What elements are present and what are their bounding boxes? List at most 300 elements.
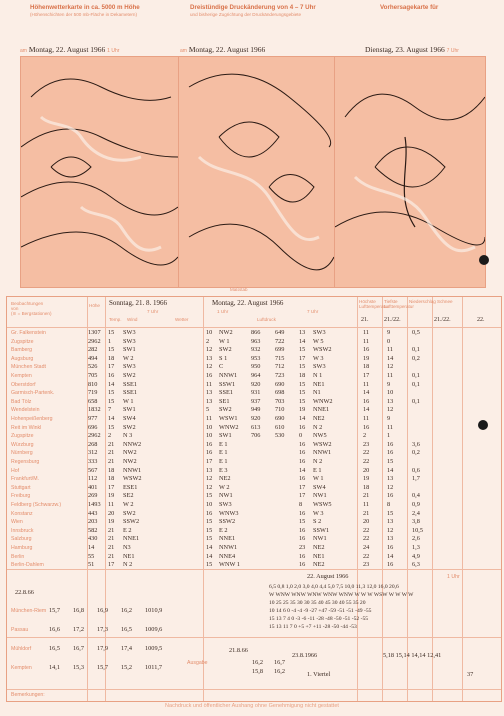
row-cell-p2: 690 — [275, 380, 285, 388]
station-name: Kempten — [11, 373, 32, 379]
row-cell-p1: 963 — [251, 337, 261, 345]
row-cell-w3: NNE1 — [313, 406, 330, 414]
row-cell-t: 15 — [108, 389, 115, 397]
station-name: Garmisch-Partenk. — [11, 390, 55, 397]
station-name: Berlin-Dahlem — [11, 562, 44, 569]
row-cell-t2: 10 — [206, 423, 213, 431]
row-cell-w3: WNW2 — [313, 397, 333, 405]
local-station-value: 1010,9 — [145, 607, 163, 614]
row-cell-w3: WSW2 — [313, 346, 332, 354]
row-cell-w2: WNW2 — [219, 423, 239, 431]
row-cell-w: ESE1 — [123, 483, 138, 491]
sun-date: 21.8.66 — [229, 647, 248, 654]
row-cell-w2: SE1 — [219, 397, 230, 405]
station-name: Wien — [11, 519, 23, 526]
row-cell-h: 2962 — [88, 432, 101, 440]
station-name: Reit im Winkl — [11, 424, 42, 431]
row-cell-t3: 16 — [299, 423, 306, 431]
moon-date: 23.8.1966 — [292, 652, 318, 659]
row-cell-w3: NE1 — [313, 552, 325, 560]
row-cell-hx: 22 — [363, 526, 370, 534]
row-cell-lx: 14 — [387, 354, 394, 362]
row-cell-lx: 12 — [387, 483, 394, 491]
row-cell-lx: 11 — [387, 423, 394, 431]
row-cell-w2: S 1 — [219, 354, 228, 362]
row-cell-h: 282 — [88, 346, 98, 354]
row-cell-w2: C — [219, 363, 224, 371]
row-cell-hx: 19 — [363, 354, 370, 362]
row-cell-h: 1307 — [88, 329, 101, 336]
row-cell-w2: E 3 — [219, 466, 228, 474]
row-cell-p1: 964 — [251, 372, 261, 379]
upper-air-map-graphic — [21, 57, 178, 287]
row-cell-t3: 8 — [299, 501, 303, 508]
row-cell-t3: 0 — [299, 432, 303, 440]
row-cell-hx: 22 — [363, 449, 370, 457]
row-cell-w3: W 1 — [313, 475, 324, 483]
row-cell-lx: 12 — [387, 526, 394, 534]
row-cell-hx: 24 — [363, 544, 370, 551]
row-cell-t3: 16 — [299, 509, 306, 517]
local-station-value: 15,7 — [97, 664, 109, 671]
row-cell-t2: 13 — [206, 389, 213, 397]
row-cell-t2: 13 — [206, 397, 213, 405]
row-cell-p1: 613 — [251, 423, 261, 431]
row-cell-p1: 953 — [251, 354, 261, 362]
row-cell-w2: E 1 — [219, 458, 228, 465]
local-station-value: 16,7 — [73, 645, 85, 652]
row-cell-hx: 16 — [363, 397, 370, 405]
row-cell-t2: 15 — [206, 526, 213, 534]
row-cell-w2: SW2 — [219, 406, 232, 414]
row-cell-lx: 14 — [387, 552, 394, 560]
row-cell-hx: 21 — [363, 492, 370, 500]
row-cell-lx: 8 — [387, 501, 391, 508]
row-cell-t3: 16 — [299, 458, 306, 465]
row-cell-w2: WNW 1 — [219, 561, 241, 569]
row-cell-lx: 13 — [387, 475, 394, 483]
row-cell-h: 977 — [88, 415, 98, 422]
station-name: Berlin — [11, 553, 25, 560]
row-cell-lx: 15 — [387, 509, 394, 517]
station-name: Gr. Falkenstein — [11, 330, 46, 336]
row-cell-w: SW4 — [123, 415, 136, 422]
row-cell-t: 21 — [108, 544, 115, 551]
upper-air-date: 22. August 1966 — [307, 573, 349, 580]
row-cell-w2: NE2 — [219, 475, 231, 483]
row-cell-lx: 13 — [387, 518, 394, 526]
row-cell-t3: 17 — [299, 354, 306, 362]
row-cell-p2: 649 — [275, 329, 285, 336]
row-cell-lx: 16 — [387, 492, 394, 500]
row-cell-nx: 1,7 — [412, 475, 420, 483]
row-cell-hx: 14 — [363, 406, 370, 414]
row-cell-w2: NW2 — [219, 329, 233, 336]
row-cell-w3: SW4 — [313, 483, 326, 491]
row-cell-t: 21 — [108, 552, 115, 560]
row-cell-w2: SSW1 — [219, 380, 236, 388]
row-cell-h: 567 — [88, 466, 98, 474]
row-cell-h: 269 — [88, 492, 98, 500]
row-cell-lx: 16 — [387, 449, 394, 457]
row-cell-h: 494 — [88, 354, 98, 362]
moon-phase: 1. Viertel — [307, 671, 331, 678]
row-cell-t: 21 — [108, 526, 115, 534]
row-cell-t2: 11 — [206, 415, 213, 422]
row-cell-t2: 17 — [206, 458, 213, 465]
station-name: Oberstdorf — [11, 381, 36, 388]
date-line-1: am Montag, 22. August 1966 1 Uhr — [20, 45, 120, 54]
upper-wind-row: 6,5 0,8 1,0 2,0 3,0 4,0 4,4 5,0 7,5 10,0 11,3 12,0 16,0 20,6 — [269, 584, 399, 590]
row-cell-t: 2 — [108, 432, 112, 440]
row-cell-w2: NNW1 — [219, 372, 238, 379]
row-cell-w: W 2 — [123, 501, 134, 508]
row-cell-t2: 14 — [206, 552, 213, 560]
row-cell-h: 582 — [88, 526, 98, 534]
row-cell-lx: 0 — [387, 337, 391, 345]
pressure-change-map — [178, 56, 335, 288]
row-cell-p2: 710 — [275, 406, 285, 414]
row-cell-t2: 10 — [206, 329, 213, 336]
row-cell-hx: 22 — [363, 535, 370, 543]
row-cell-p2: 610 — [275, 423, 285, 431]
row-cell-w: SW3 — [123, 329, 136, 336]
local-station-value: 16,5 — [121, 626, 133, 633]
row-cell-t2: 16 — [206, 440, 213, 448]
row-cell-w: NNE1 — [123, 535, 140, 543]
row-cell-t2: 15 — [206, 535, 213, 543]
row-cell-w3: NW1 — [313, 492, 327, 500]
row-cell-h: 401 — [88, 483, 98, 491]
row-cell-h: 810 — [88, 380, 98, 388]
date-line-3: Dienstag, 23. August 1966 7 Uhr — [365, 45, 459, 54]
row-cell-t2: 12 — [206, 346, 213, 354]
local-station-name: Mühldorf — [11, 646, 32, 652]
row-cell-p1: 932 — [251, 346, 261, 354]
row-cell-hx: 18 — [363, 363, 370, 371]
row-cell-h: 696 — [88, 423, 98, 431]
row-cell-w2: WNW3 — [219, 509, 239, 517]
row-cell-p2: 530 — [275, 432, 285, 440]
row-cell-lx: 11 — [387, 372, 394, 379]
station-name: Bamberg — [11, 347, 33, 354]
row-cell-nx: 0,6 — [412, 466, 420, 474]
station-name: Salzburg — [11, 536, 32, 543]
row-cell-hx: 17 — [363, 372, 370, 379]
row-cell-h: 1493 — [88, 501, 101, 508]
row-cell-nx: 0,5 — [412, 329, 420, 336]
row-cell-t3: 14 — [299, 466, 306, 474]
row-cell-w: NNW1 — [123, 466, 142, 474]
row-cell-t3: 16 — [299, 449, 306, 457]
row-cell-h: 112 — [88, 475, 98, 483]
row-cell-t3: 14 — [299, 337, 306, 345]
row-cell-p2: 690 — [275, 415, 285, 422]
local-station-name: Passau — [11, 627, 29, 633]
row-cell-t3: 16 — [299, 561, 306, 569]
row-cell-t2: 14 — [206, 544, 213, 551]
local-station-value: 17,2 — [73, 626, 85, 633]
row-cell-w3: N 1 — [313, 372, 323, 379]
row-cell-h: 268 — [88, 440, 98, 448]
row-cell-t3: 16 — [299, 475, 306, 483]
row-cell-h: 430 — [88, 535, 98, 543]
row-cell-h: 2962 — [88, 337, 101, 345]
upper-wind-row: 10 25 25 35 30 30 35 40 45 30 40 55 35 20 — [269, 600, 366, 606]
row-cell-w: W 1 — [123, 397, 134, 405]
row-cell-h: 51 — [88, 561, 95, 569]
row-cell-w: NW2 — [123, 449, 137, 457]
sunday-date: Sonntag, 21. 8. 1966 — [109, 299, 167, 307]
punch-hole-top — [479, 255, 489, 265]
row-cell-w3: E 1 — [313, 466, 322, 474]
row-cell-w: SSW2 — [123, 518, 140, 526]
row-cell-t: 16 — [108, 372, 115, 379]
row-cell-nx: 2,6 — [412, 535, 420, 543]
row-cell-t3: 13 — [299, 329, 306, 336]
row-cell-h: 443 — [88, 509, 98, 517]
pressure-change-header — [190, 4, 340, 18]
station-name: Hof — [11, 467, 20, 474]
row-cell-w: NW2 — [123, 458, 137, 465]
row-cell-w3: WSW5 — [313, 501, 332, 508]
row-cell-h: 203 — [88, 518, 98, 526]
row-cell-w: E 2 — [123, 526, 132, 534]
row-cell-w3: S 2 — [313, 518, 322, 526]
forecast-map — [334, 56, 486, 288]
row-cell-nx: 3,8 — [412, 518, 420, 526]
row-cell-w: SSE1 — [123, 389, 137, 397]
row-cell-w2: SSE1 — [219, 389, 233, 397]
station-name: Zugspitze — [11, 433, 34, 440]
footer-note: Nachdruck und öffentlicher Aushang ohne Genehmigung nicht gestattet — [165, 703, 339, 709]
row-cell-t2: 15 — [206, 518, 213, 526]
row-cell-w: WSW2 — [123, 475, 142, 483]
bottom-date: 22.8.66 — [15, 589, 34, 596]
row-cell-hx: 14 — [363, 389, 370, 397]
upper-air-title: Höhenwetterkarte in ca. 5000 m Höhe — [30, 4, 140, 11]
row-cell-t3: 16 — [299, 526, 306, 534]
row-cell-lx: 13 — [387, 535, 394, 543]
pressure-change-title: Dreistündige Druckänderung von 4 – 7 Uhr — [190, 4, 316, 11]
row-cell-t2: 2 — [206, 337, 210, 345]
row-cell-t: 18 — [108, 466, 115, 474]
row-cell-hx: 11 — [363, 337, 370, 345]
row-cell-w3: W 5 — [313, 337, 324, 345]
station-name: Frankfurt/M. — [11, 476, 39, 483]
local-station-value: 16,5 — [49, 645, 61, 652]
upper-wind-row: 10 14 6 0 -4 -4 -9 -27 +47 -59 -51 -51 -49 -55 — [269, 608, 372, 614]
row-cell-lx: 9 — [387, 415, 391, 422]
row-cell-t: 7 — [108, 406, 112, 414]
upper-air-map — [20, 56, 179, 288]
local-station-value: 15,2 — [121, 664, 133, 671]
local-station-value: 15,7 — [49, 607, 61, 614]
local-station-value: 17,4 — [121, 645, 133, 652]
row-cell-w2: SW3 — [219, 501, 232, 508]
row-cell-w: SW2 — [123, 509, 136, 517]
station-name: Augsburg — [11, 355, 34, 362]
row-cell-t: 14 — [108, 380, 115, 388]
station-name: Würzburg — [11, 441, 34, 448]
station-name: München Stadt — [11, 364, 46, 371]
row-cell-t: 21 — [108, 449, 115, 457]
date-1: Montag, 22. August 1966 — [28, 45, 106, 54]
row-cell-w2: NNE4 — [219, 552, 236, 560]
upper-wind-row: W WNW WNW WNW WNW WNW W W W WSW W W W W — [269, 592, 414, 598]
station-name: Bad Tölz — [11, 398, 32, 405]
forecast-header — [380, 4, 490, 11]
row-cell-p2: 712 — [275, 363, 285, 371]
row-cell-w3: N1 — [313, 389, 321, 397]
local-station-value: 17,3 — [97, 626, 109, 633]
row-cell-hx: 11 — [363, 380, 370, 388]
station-name: Feldberg (Schwarzw.) — [11, 502, 62, 508]
row-cell-w3: N 2 — [313, 423, 323, 431]
row-cell-w: SW3 — [123, 337, 136, 345]
row-cell-nx: 0,4 — [412, 492, 420, 500]
row-cell-p1: 920 — [251, 380, 261, 388]
row-cell-lx: 16 — [387, 561, 394, 569]
local-station-value: 1009,5 — [145, 645, 163, 652]
row-cell-hx: 20 — [363, 466, 370, 474]
row-cell-lx: 1 — [387, 432, 391, 440]
row-cell-w2: NNE1 — [219, 535, 236, 543]
row-cell-w2: E 2 — [219, 526, 228, 534]
page-number: 37 — [467, 671, 474, 678]
sun-value: 16,7 — [274, 659, 286, 666]
row-cell-t2: 10 — [206, 501, 213, 508]
row-cell-t3: 14 — [299, 415, 306, 422]
monday-date: Montag, 22. August 1966 — [212, 299, 284, 307]
local-station-value: 16,8 — [73, 607, 85, 614]
row-cell-p1: 937 — [251, 397, 261, 405]
row-cell-t2: 15 — [206, 492, 213, 500]
row-cell-hx: 22 — [363, 458, 370, 465]
row-cell-t: 17 — [108, 363, 115, 371]
row-cell-t2: 10 — [206, 432, 213, 440]
row-cell-t2: 16 — [206, 372, 213, 379]
row-cell-t: 19 — [108, 492, 115, 500]
row-cell-hx: 11 — [363, 329, 370, 336]
row-cell-w2: W 2 — [219, 483, 230, 491]
row-cell-w3: WSW2 — [313, 440, 332, 448]
row-cell-w: SW3 — [123, 363, 136, 371]
row-cell-t3: 15 — [299, 380, 306, 388]
row-cell-lx: 14 — [387, 466, 394, 474]
row-cell-w3: SW3 — [313, 363, 326, 371]
row-cell-t3: 16 — [299, 440, 306, 448]
row-cell-t2: 12 — [206, 363, 213, 371]
row-cell-p2: 715 — [275, 354, 285, 362]
row-cell-hx: 23 — [363, 561, 370, 569]
row-cell-lx: 15 — [387, 458, 394, 465]
row-cell-h: 719 — [88, 389, 98, 397]
station-name: Nürnberg — [11, 450, 33, 457]
row-cell-w3: NW5 — [313, 432, 327, 440]
sun-value: 16,2 — [252, 659, 264, 666]
row-cell-t3: 17 — [299, 483, 306, 491]
row-cell-w: SW1 — [123, 406, 136, 414]
station-name: Hamburg — [11, 545, 33, 551]
remarks-label: Bemerkungen: — [11, 692, 45, 698]
row-cell-t: 18 — [108, 354, 115, 362]
row-cell-w3: SSW1 — [313, 526, 330, 534]
pressure-change-subtitle: und bisherige Zugrichtung der Druckänderungsgebiete — [190, 12, 302, 17]
row-cell-p2: 722 — [275, 337, 285, 345]
upper-air-subtitle: (Höhenschichten der 500 mb-Fläche in Dekametern) — [30, 12, 137, 17]
row-cell-t: 17 — [108, 483, 115, 491]
upper-wind-row: 15 13 11 7 0 +5 +7 +11 -28 -50 -44 -53 — [269, 624, 357, 630]
row-cell-t: 19 — [108, 518, 115, 526]
row-cell-t2: 15 — [206, 561, 213, 569]
row-cell-lx: 12 — [387, 406, 394, 414]
row-cell-w2: NNW1 — [219, 544, 238, 551]
station-name: Wendelstein — [11, 407, 40, 414]
row-cell-t3: 23 — [299, 544, 306, 551]
sun-value: 16,2 — [274, 668, 286, 675]
station-name: Hohenpeißenberg — [11, 416, 53, 422]
station-name: Zugspitze — [11, 338, 34, 345]
row-cell-w2: SSW2 — [219, 518, 236, 526]
row-cell-p2: 723 — [275, 372, 285, 379]
row-cell-nx: 10,5 — [412, 526, 424, 534]
row-cell-h: 705 — [88, 372, 98, 379]
row-cell-t3: 18 — [299, 372, 306, 379]
local-station-name: München-Riem — [11, 608, 47, 614]
row-cell-hx: 23 — [363, 440, 370, 448]
row-cell-lx: 9 — [387, 380, 391, 388]
date-line-2: am Montag, 22. August 1966 — [180, 45, 266, 54]
row-cell-t2: 5 — [206, 406, 210, 414]
row-cell-lx: 13 — [387, 397, 394, 405]
observations-table: Beobachtungen von (≅ = Bergstationen) Höhe Sonntag, 21. 8. 1966 7 Uhr Montag, 22. August 1966 1 Uhr 7 Uhr Temp. Wind Wetter Luftdruck Höchste Lufttemperatur Tiefste Lufttemperatur Niederschlag Schnee 21. 21./22. 21./22. 22. Gr. Falkenstein 1307 15 SW3 10 NW2 866 649 13 SW3 11 9 0,5 Zugspitze 2962 1 SW3 2 W 1 963 722 14 W 5 11 0 Bamberg 282 15 SW1 12 SW2 932 699 15 WSW2 16 11 0,1 Augsburg 494 18 W 2 13 S 1 953 715 17 W 3 19 14 0,2 München Stadt 526 17 SW3 12 C 950 712 15 SW3 18 12 Kempten 705 16 SW2 16 NNW1 964 723 18 N 1 17 11 0,1 Oberstdorf 810 14 SSE1 11 SSW1 920 690 15 NE1 11 9 0,1 Garmisch-Partenk. 719 15 SSE1 13 SSE1 931 698 15 N1 14 10 Bad Tölz 658 15 W 1 13 SE1 937 703 15 WNW2 16 13 0,1 Wendelstein 1832 7 SW1 5 SW2 949 710 19 NNE1 14 12 Hohenpeißenberg 977 14 SW4 11 WSW1 920 690 14 NE2 11 9 Reit im Winkl 696 15 SW2 10 WNW2 613 610 16 N 2 16 11 Zugspitze 2962 2 N 3 10 SW1 706 530 0 NW5 2 1 Würzburg 268 21 NNW2 16 E 1 16 WSW2 23 16 3,6 Nürnberg 312 21 NW2 16 E 1 16 NNW1 22 16 0,2 Regensburg 333 21 NW2 17 E 1 16 N 2 22 15 Hof 567 18 NNW1 13 E 3 14 E 1 20 14 0,6 Frankfurt/M. 112 18 WSW2 12 NE2 16 W 1 19 13 1,7 Stuttgart 401 17 ESE1 12 W 2 17 SW4 18 12 Freiburg 269 19 SE2 15 NW1 17 NW1 21 16 0,4 Feldberg (Schwarzw.) 1493 11 W 2 10 SW3 8 WSW5 11 8 0,9 Konstanz 443 20 SW2 16 WNW3 16 W 3 21 15 2,4 Wien 203 19 SSW2 15 SSW2 15 S 2 20 13 3,8 Innsbruck 582 21 E 2 15 E 2 16 SSW1 22 12 10,5 Salzburg 430 21 NNE1 15 NNE1 16 NW1 22 13 2,6 Hamburg 14 21 N3 14 NNW1 23 NE2 24 16 1,3 Berlin 55 21 NE1 14 NNE4 16 NE1 22 14 4,9 Berlin-Dahlem 51 17 N 2 15 WNW 1 16 NE2 23 16 6,3 22.8.66 München-Riem 15,7 16,8 16,9 16,2 1010,9 Passau 16,6 17,2 17,3 16,5 1009,6 Mühldorf 16,5 16,7 17,9 17,4 1009,5 Kempten 14,1 15,3 15,7 15,2 1011,7 22. August 1966 1 Uhr 6,5 0,8 1,0 2,0 3,0 4,0 4,4 5,0 7,5 10,0 11,3 12,0 16,0 20,6 W WNW WNW WNW WNW WNW W W W WSW W W W W 10 25 25 35 30 30 35 40 45 30 40 55 35 20 10 14 6 0 -4 -4 -9 -27 +47 -59 -51 -51 -49 -55 15 13 7 4 0 -3 -6 -11 -28 -48 -50 -51 -52 -55 15 13 11 7 0 +5 +7 +11 -28 -50 -44 -53 21.8.66 Ausgabe 16,2 16,7 15,8 16,2 23.8.1966 1. Viertel 5,18 15,14 14,14 12,41 37 Bemerkungen: — [6, 296, 502, 702]
row-cell-lx: 16 — [387, 440, 394, 448]
row-cell-t: 11 — [108, 501, 115, 508]
row-cell-nx: 2,4 — [412, 509, 420, 517]
row-cell-t: 18 — [108, 475, 115, 483]
row-cell-p2: 699 — [275, 346, 285, 354]
row-cell-p1: 950 — [251, 363, 261, 371]
row-cell-nx: 0,1 — [412, 380, 420, 388]
local-station-value: 16,9 — [97, 607, 109, 614]
row-cell-w: N 2 — [123, 561, 133, 569]
row-cell-nx: 6,3 — [412, 561, 420, 569]
forecast-title: Vorhersagekarte für — [380, 4, 439, 11]
height-header: Höhe — [89, 303, 100, 308]
row-cell-w: NE1 — [123, 552, 135, 560]
local-station-value: 1011,7 — [145, 664, 163, 671]
row-cell-h: 1832 — [88, 406, 101, 414]
row-cell-nx: 0,2 — [412, 354, 420, 362]
row-cell-p1: 706 — [251, 432, 261, 440]
local-station-value: 16,2 — [121, 607, 133, 614]
row-cell-t: 21 — [108, 440, 115, 448]
station-name: Freiburg — [11, 493, 31, 500]
date-3: Dienstag, 23. August 1966 — [365, 45, 445, 54]
row-cell-nx: 0,1 — [412, 397, 420, 405]
row-cell-hx: 19 — [363, 475, 370, 483]
row-cell-nx: 3,6 — [412, 440, 420, 448]
row-cell-nx: 0,2 — [412, 449, 420, 457]
row-cell-lx: 11 — [387, 346, 394, 354]
row-cell-w2: W 1 — [219, 337, 230, 345]
row-cell-h: 526 — [88, 363, 98, 371]
row-cell-w3: N 2 — [313, 458, 323, 465]
row-cell-nx: 0,1 — [412, 372, 420, 379]
row-cell-t2: 12 — [206, 475, 213, 483]
row-cell-w3: NE2 — [313, 415, 325, 422]
